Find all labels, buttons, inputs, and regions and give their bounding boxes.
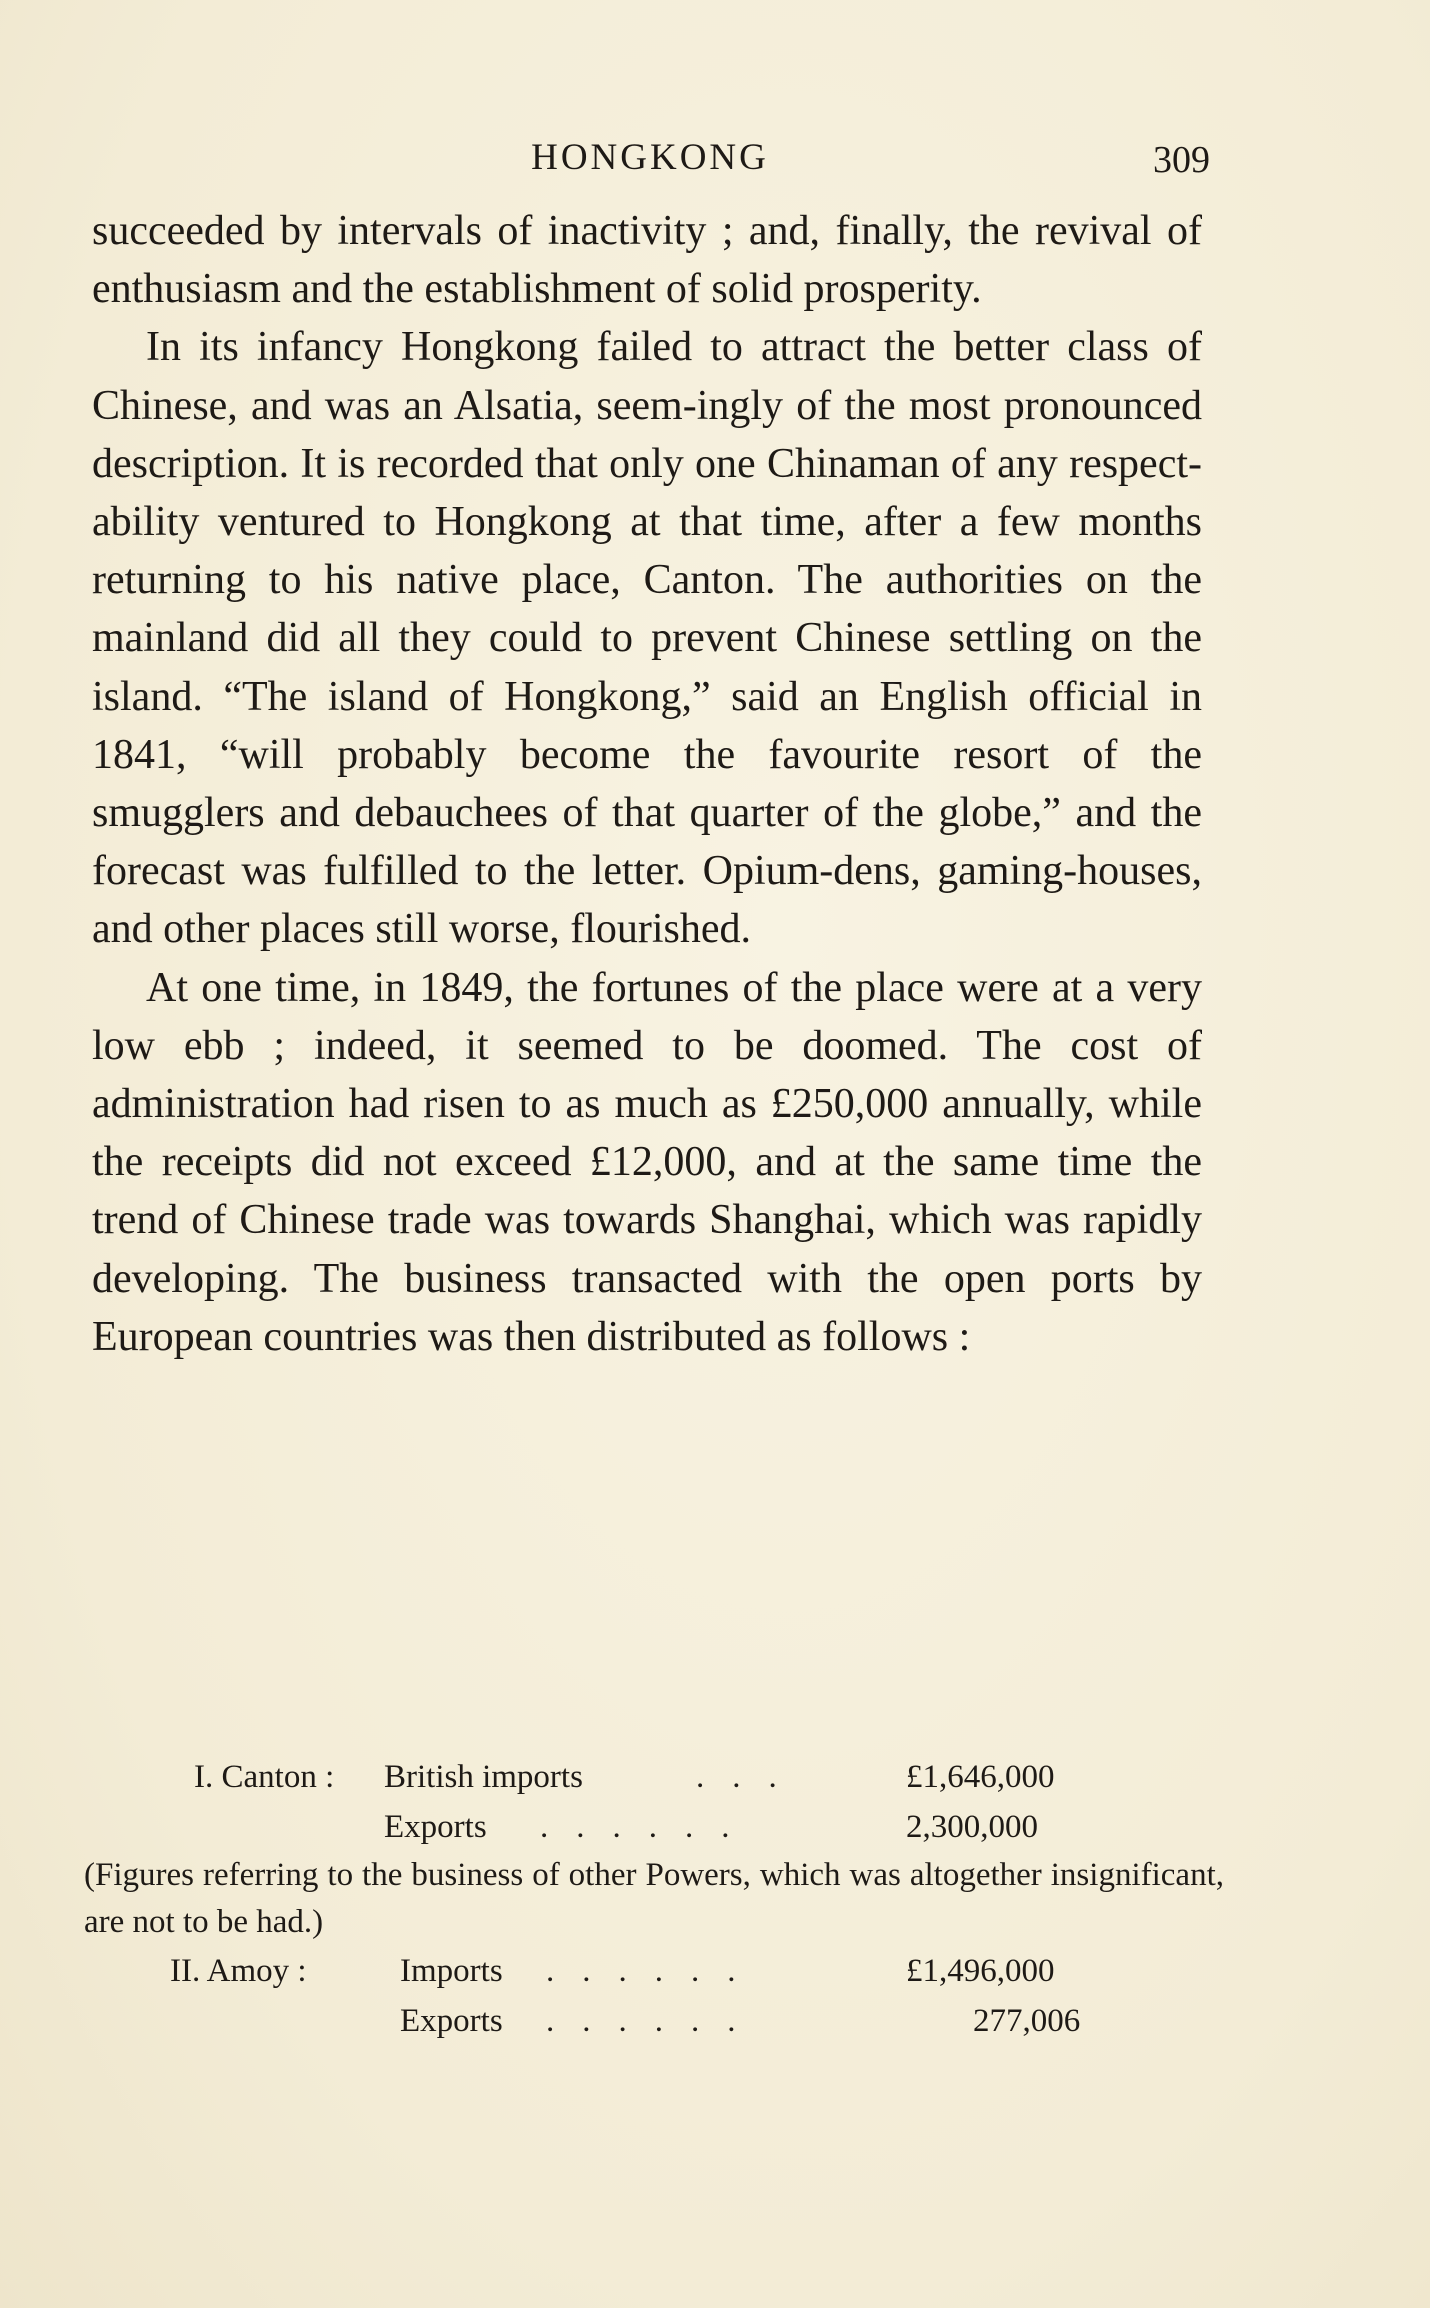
paragraph-infancy: In its infancy Hongkong failed to attract the better class of Chinese, and was an Alsatia, seem-ingly of the most pronounced description. It is recorded that only one Chinaman of any respect-ability ventured to Hongkong at that time, after a few months returning to his native place, Canton. The authorities on the mainland did all they could to prevent Chinese settling on the island. “The island of Hongkong,” said an English official in 1841, “will probably become the favourite resort of the smugglers and debauchees of that quarter of the globe,” and the forecast was fulfilled to the letter. Opium-dens, gaming-houses, and other places still worse, flourished. bbox=[92, 324, 1202, 953]
amoy-exports-value: 277,006 bbox=[973, 2003, 1081, 2039]
amoy-exports-label: Exports bbox=[400, 2003, 503, 2039]
amoy-exports-leader: ...... bbox=[546, 2003, 764, 2039]
canton-exports-leader: ...... bbox=[540, 1809, 758, 1845]
canton-imports-label: British imports bbox=[384, 1759, 583, 1795]
trade-table bbox=[84, 1752, 1224, 2046]
amoy-imports-value: £1,496,000 bbox=[906, 1953, 1055, 1989]
canton-exports-value: 2,300,000 bbox=[906, 1809, 1038, 1845]
canton-imports-value: £1,646,000 bbox=[906, 1759, 1055, 1795]
paragraph-1849: At one time, in 1849, the fortunes of the place were at a very low ebb ; indeed, it seemed to be doomed. The cost of administration had risen to as much as £250,000 annually, while the receipts did not exceed £12,000, and at the same time the trend of Chinese trade was towards Shanghai, which was rapidly developing. The business transacted with the open ports by European countries was then distributed as follows : bbox=[92, 964, 1202, 1360]
page-header bbox=[90, 128, 1210, 188]
canton-imports-leader: ... bbox=[696, 1759, 805, 1795]
trade-note: (Figures referring to the business of other Powers, which was altogether insignificant, are not to be had.) bbox=[84, 1857, 1224, 1940]
page-number: 309 bbox=[1153, 139, 1210, 181]
amoy-imports-leader: ...... bbox=[546, 1953, 764, 1989]
amoy-imports-label: Imports bbox=[400, 1953, 503, 1989]
canton-imports-row bbox=[84, 1752, 1224, 1802]
canton-exports-label: Exports bbox=[384, 1809, 487, 1845]
canton-exports-row bbox=[84, 1802, 1224, 1852]
amoy-exports-row bbox=[84, 1996, 1224, 2046]
paragraph-continued: succeeded by intervals of inactivity ; and, finally, the revival of enthusiasm and the establishment of solid prosperity. bbox=[92, 208, 1202, 313]
amoy-heading: II. Amoy : bbox=[170, 1953, 307, 1989]
body-text bbox=[92, 202, 1202, 1366]
running-head: HONGKONG bbox=[531, 137, 769, 178]
canton-heading: I. Canton : bbox=[194, 1759, 335, 1795]
amoy-imports-row bbox=[84, 1946, 1224, 1996]
